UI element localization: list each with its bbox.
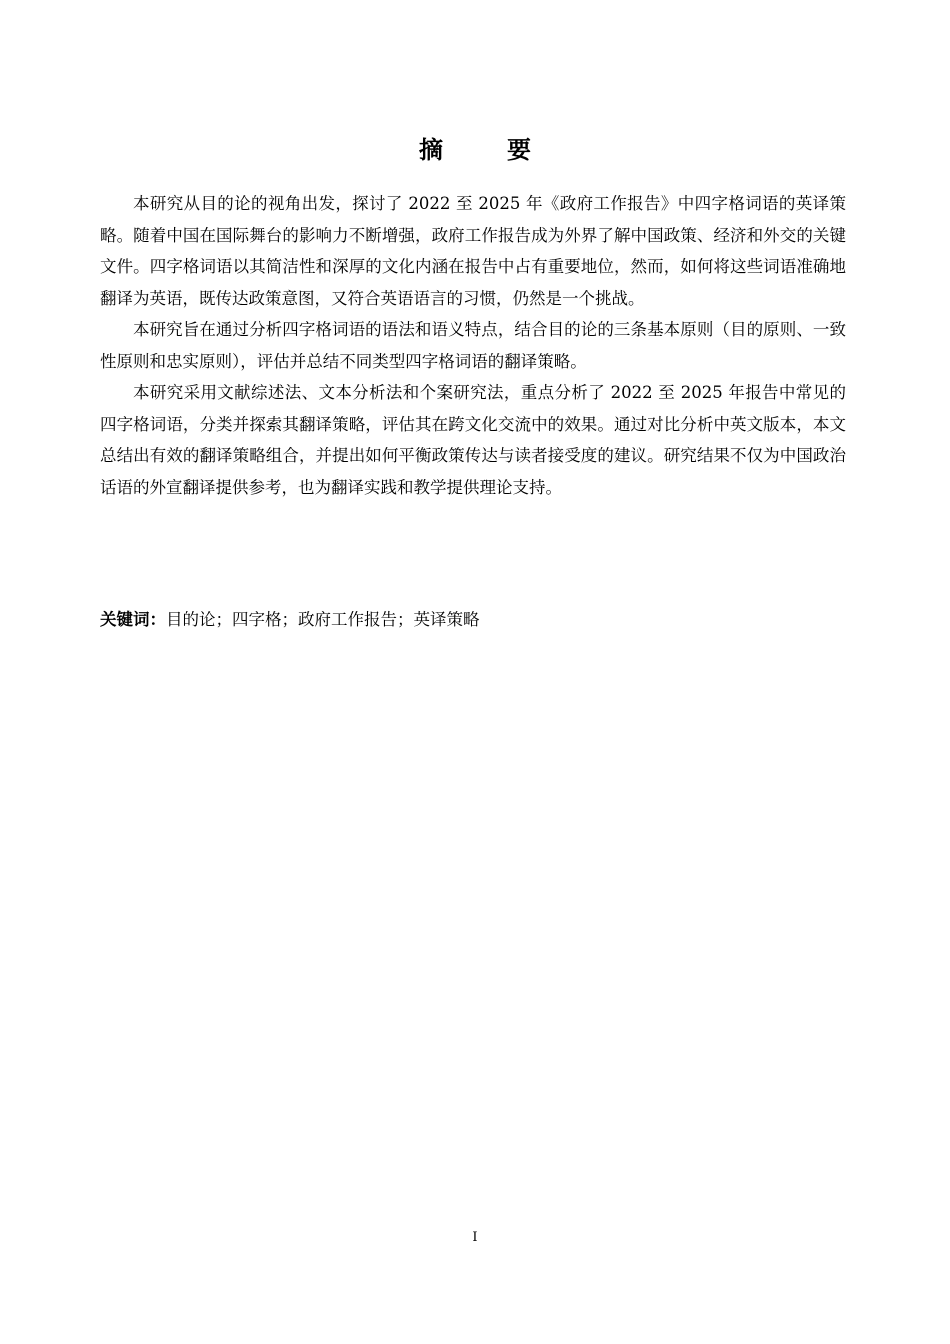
abstract-body — [100, 188, 846, 503]
keywords-line — [100, 604, 846, 635]
abstract-paragraph-3: 本研究采用文献综述法、文本分析法和个案研究法，重点分析了 2022 至 2025 年报告中常见的四字格词语，分类并探索其翻译策略，评估其在跨文化交流中的效果。通过对比分析中英文版本，本文总结出有效的翻译策略组合，并提出如何平衡政策传达与读者接受度的建议。研究结果不仅为中国政治话语的外宣翻译提供参考，也为翻译实践和教学提供理论支持。 — [100, 383, 846, 497]
page-number: I — [472, 1230, 478, 1245]
abstract-paragraph-2: 本研究旨在通过分析四字格词语的语法和语义特点，结合目的论的三条基本原则（目的原则、一致性原则和忠实原则），评估并总结不同类型四字格词语的翻译策略。 — [100, 320, 846, 371]
keywords-label: 关键词： — [100, 610, 166, 629]
page-title: 摘 要 — [419, 136, 551, 164]
abstract-paragraph-1: 本研究从目的论的视角出发，探讨了 2022 至 2025 年《政府工作报告》中四字格词语的英译策略。随着中国在国际舞台的影响力不断增强，政府工作报告成为外界了解中国政策、经济和外交的关键文件。四字格词语以其简洁性和深厚的文化内涵在报告中占有重要地位，然而，如何将这些词语准确地翻译为英语，既传达政策意图，又符合英语语言的习惯，仍然是一个挑战。 — [100, 194, 846, 308]
keywords-text: 目的论；四字格；政府工作报告；英译策略 — [166, 610, 480, 629]
